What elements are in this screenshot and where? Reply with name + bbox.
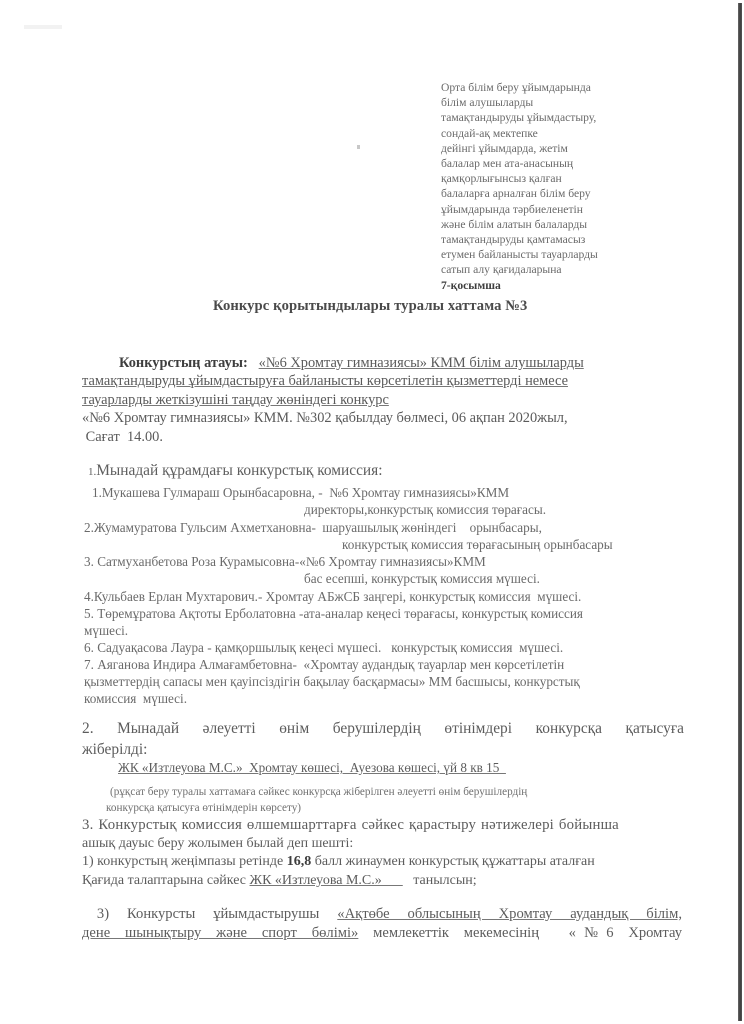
section-3-text: 3. Конкурстық комиссия өлшемшарттарға сәйкес қарастыру нәтижелері бойынша — [82, 817, 619, 833]
decision-line — [82, 853, 682, 872]
appendix-line: тамақтандыруды қамтамасыз — [441, 233, 586, 247]
scan-speck — [357, 145, 360, 149]
appendix-line: балаларға арналған білім беру — [441, 187, 591, 201]
section-2-note — [106, 784, 528, 816]
member-line: директоры,конкурстық комиссия төрағасы. — [304, 502, 547, 517]
admitted-supplier: ЖК «Изтлеуова М.С.» Хромтау көшесі, Ауезова көшесі, үй 8 кв 15 — [118, 760, 506, 775]
contest-time: Сағат 14.00. — [82, 428, 163, 445]
section-3 — [82, 816, 682, 890]
section-4 — [82, 905, 682, 944]
section-3-text: ашық дауыс беру жолымен былай деп шешті: — [82, 835, 354, 851]
member-line: 5. Төремұратова Ақтоты Ерболатовна -ата-аналар кеңесі төрағасы, конкурстық комиссия — [84, 606, 583, 621]
organizer-name: «Ақтөбе облысының Хромтау аудандық білім, — [337, 906, 682, 922]
member-line: 6. Садуақасова Лаура - қамқоршылық кеңесі мүшесі. конкурстық комиссия мүшесі. — [84, 640, 564, 655]
note-line: конкурсқа қатысуға өтінімдерін көрсету) — [106, 802, 302, 814]
contest-name-line: «№6 Хромтау гимназиясы» КММ білім алушыларды — [258, 355, 584, 371]
section-2-text: 2. Мынадай әлеуетті өнім берушілердің өтінімдері конкурсқа қатысуға — [82, 720, 684, 737]
member-line: 1.Мукашева Гулмараш Орынбасаровна, - №6 Хромтау гимназиясы»КММ — [92, 485, 510, 500]
appendix-line: білім алушыларды — [441, 96, 534, 110]
member-line: қызметтердің сапасы мен қауіпсіздігін бақылау басқармасы» ММ басшысы, конкурстық — [84, 674, 580, 689]
member-line: 2.Жумамуратова Гульсим Ахметхановна- шаруашылық жөніндегі орынбасары, — [84, 520, 542, 535]
note-line: (рұқсат беру туралы хаттамаға сәйкес конкурсқа жіберілген әлеуетті өнім берушілердің — [110, 786, 528, 798]
section-2-text: жіберілді: — [82, 740, 148, 758]
section-4-text: 3) Конкурсты ұйымдастырушы — [82, 906, 338, 922]
contest-name-block — [82, 354, 682, 446]
appendix-line: дейінгі ұйымдарда, жетім — [441, 141, 568, 155]
member-line: 4.Кульбаев Ерлан Мухтарович.- Хромтау АБжСБ заңгері, конкурстық комиссия мүшесі. — [84, 589, 582, 604]
contest-name-line: тамақтандыруды ұйымдастыруға байланысты көрсетілетін қызметтерді немесе — [82, 373, 568, 390]
scan-page-edge — [738, 3, 742, 1021]
commission-heading-number: 1. — [88, 466, 97, 478]
appendix-line: балалар мен ата-анасының — [441, 157, 574, 171]
member-line: бас есепші, конкурстық комиссия мүшесі. — [304, 571, 540, 586]
contest-name-line: тауарларды жеткізушіні таңдау жөніндегі конкурс — [82, 391, 389, 408]
annex-label: 7-қосымша — [441, 278, 501, 292]
member-line: комиссия мүшесі. — [84, 691, 187, 706]
document-title: Конкурс қорытындылары туралы хаттама №3 — [213, 298, 528, 314]
member-line: 7. Аяганова Индира Алмағамбетовна- «Хромтау аудандық тауарлар мен көрсетілетін — [84, 657, 565, 672]
appendix-line: Орта білім беру ұйымдарында — [441, 81, 591, 94]
member-line: конкурстық комиссия төрағасының орынбасары — [342, 537, 613, 552]
decision-line — [82, 872, 682, 891]
winner-score: 16,8 — [286, 854, 312, 870]
appendix-line: ұйымдарында тәрбиеленетін — [441, 202, 583, 216]
decision-text: 1) конкурстың жеңімпазы ретінде — [82, 854, 287, 870]
appendix-line: және білім алатын балаларды — [441, 217, 588, 231]
member-line: мүшесі. — [84, 623, 129, 638]
appendix-line: тамақтандыруды ұйымдастыру, — [441, 111, 597, 125]
commission-heading — [88, 462, 383, 480]
contest-name-label: Конкурстың атауы: — [119, 355, 248, 371]
winner-name: ЖК «Изтлеуова М.С.» — [249, 872, 403, 888]
organizer-name: дене шынықтыру және спорт бөлімі» — [82, 925, 359, 942]
contest-place: «№6 Хромтау гимназиясы» КММ. №302 қабылдау бөлмесі, 06 ақпан 2020жыл, — [82, 410, 568, 427]
decision-text: балл жинаумен конкурстық құжаттары аталған — [311, 854, 595, 870]
section-4-text: мемлекеттік мекемесінің «№6 Хромтау — [358, 925, 682, 942]
appendix-line: қамқорлығынсыз қалған — [441, 172, 562, 186]
member-line: 3. Сатмуханбетова Роза Курамысовна-«№6 Хромтау гимназиясы»КММ — [84, 554, 486, 569]
decision-text: Қағида талаптарына сәйкес — [82, 872, 250, 888]
section-2 — [82, 719, 684, 760]
scan-artifact — [24, 25, 62, 29]
commission-heading-text: Мынадай құрамдағы конкурстық комиссия: — [96, 462, 383, 479]
appendix-line: етумен байланысты тауарларды — [441, 248, 598, 262]
appendix-reference — [441, 80, 681, 293]
appendix-line: сатып алу қағидаларына — [441, 263, 562, 277]
appendix-line: сондай-ақ мектепке — [441, 126, 538, 140]
decision-text: танылсын; — [402, 872, 477, 888]
